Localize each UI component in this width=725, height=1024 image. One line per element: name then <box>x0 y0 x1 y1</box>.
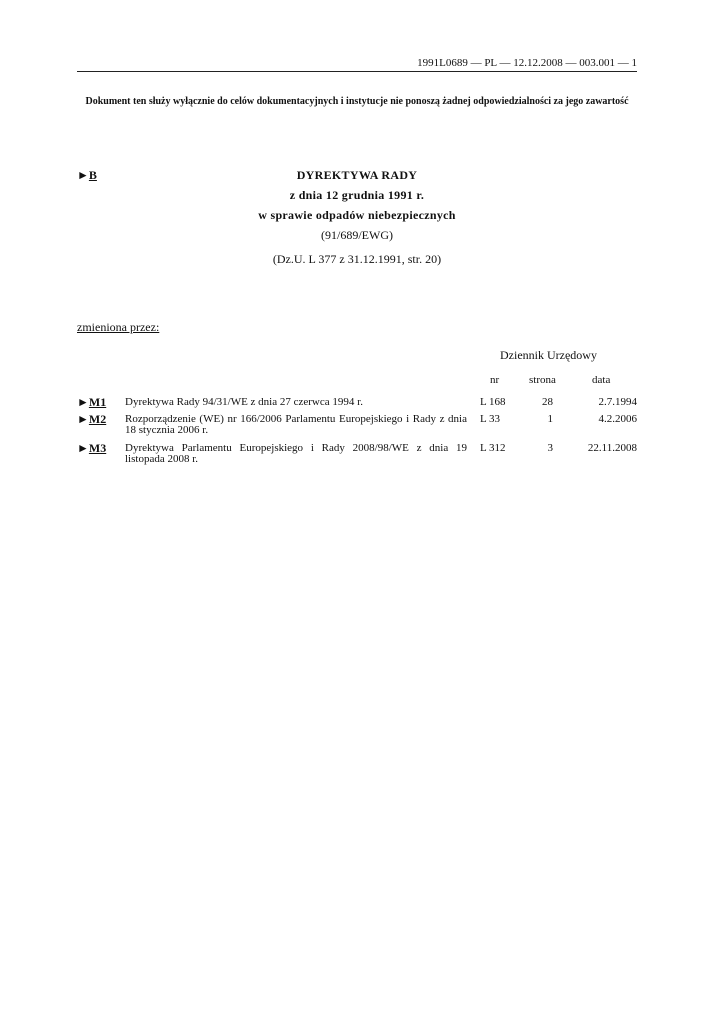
marker-arrow-icon: ► <box>77 395 89 409</box>
amendment-oj-number: L 33 <box>480 413 501 425</box>
oj-table-title: Dziennik Urzędowy <box>500 348 597 362</box>
marker-arrow-icon: ► <box>77 412 89 426</box>
amendment-marker <box>77 397 106 408</box>
document-reference-header: 1991L0689 — PL — 12.12.2008 — 003.001 — 1 <box>417 57 637 69</box>
amendment-oj-date: 4.2.2006 <box>598 413 637 425</box>
marker-arrow-icon: ► <box>77 168 89 182</box>
disclaimer-text: Dokument ten służy wyłącznie do celów dokumentacyjnych i instytucje nie ponoszą żadnej odpowiedzialności za jego zawartość <box>85 96 629 107</box>
amendment-oj-date: 2.7.1994 <box>598 396 637 408</box>
header-divider <box>77 71 637 72</box>
amendment-marker <box>77 443 106 454</box>
column-header-page: strona <box>529 374 556 386</box>
act-oj-reference: (Dz.U. L 377 z 31.12.1991, str. 20) <box>272 252 442 266</box>
act-title-block <box>77 168 637 272</box>
amendment-oj-page: 28 <box>542 396 553 408</box>
amendment-marker-link[interactable]: M3 <box>88 441 107 455</box>
amendment-marker-link[interactable]: M2 <box>88 412 107 426</box>
amendment-description: Dyrektywa Parlamentu Europejskiego i Rady 2008/98/WE z dnia 19 listopada 2008 r. <box>125 442 467 465</box>
amendment-oj-page: 3 <box>547 442 553 454</box>
amendment-description: Dyrektywa Rady 94/31/WE z dnia 27 czerwca 1994 r. <box>125 396 363 408</box>
amendment-oj-page: 1 <box>547 413 553 425</box>
marker-arrow-icon: ► <box>77 441 89 455</box>
column-header-date: data <box>592 374 611 386</box>
act-date: z dnia 12 grudnia 1991 r. <box>289 188 425 202</box>
amendment-oj-number: L 168 <box>480 396 506 408</box>
column-header-nr: nr <box>490 374 500 386</box>
amendment-marker-link[interactable]: M1 <box>88 395 107 409</box>
act-subject: w sprawie odpadów niebezpiecznych <box>258 208 456 222</box>
act-number: (91/689/EWG) <box>321 228 393 242</box>
amendment-oj-number: L 312 <box>480 442 506 454</box>
base-act-marker-link[interactable]: B <box>88 168 97 182</box>
amendment-description: Rozporządzenie (WE) nr 166/2006 Parlamentu Europejskiego i Rady z dnia 18 stycznia 2006 r. <box>125 413 467 436</box>
amendment-marker <box>77 414 106 425</box>
act-title: DYREKTYWA RADY <box>296 168 418 182</box>
amendment-oj-date: 22.11.2008 <box>587 442 637 454</box>
amended-by-label: zmieniona przez: <box>77 320 160 334</box>
